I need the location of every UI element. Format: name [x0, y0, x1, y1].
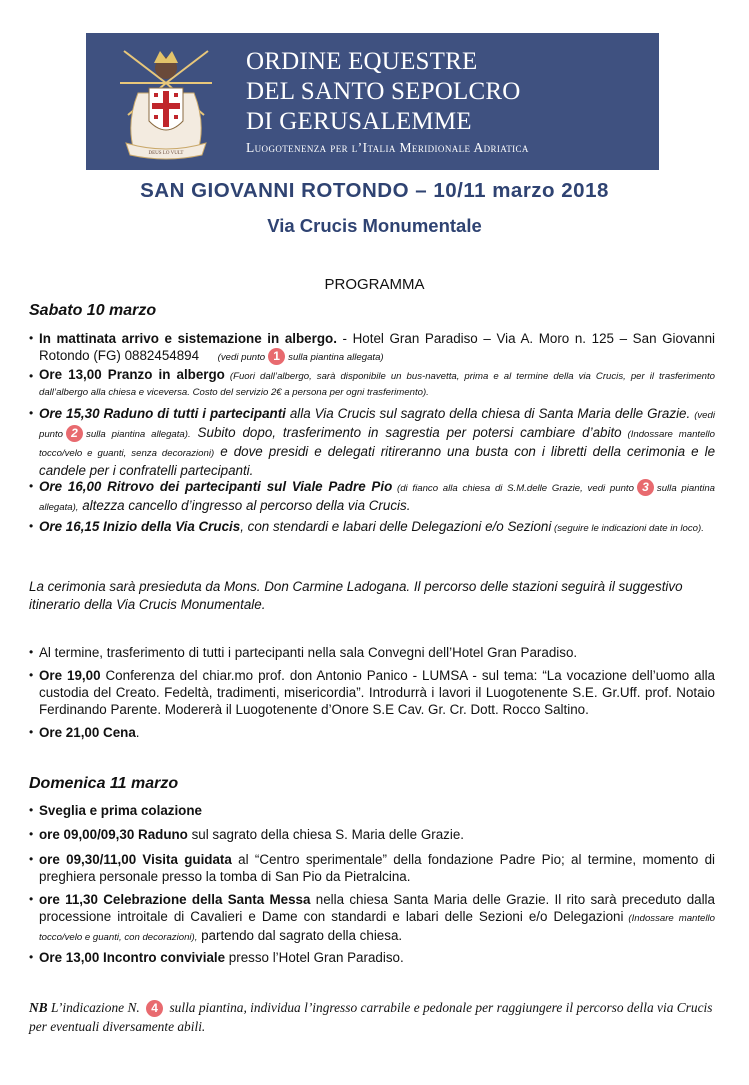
sunday-item-4: • ore 11,30 Celebrazione della Santa Messa nella chiesa Santa Maria delle Grazie. Il rito sarà preceduto dalla processione introitale di Cavalieri e Dame con standardi e labari delle Sezioni e/o Delegazioni (Indossare mantello tocco/velo e guanti, con decorazioni), partendo dal sagrato della chiesa. — [29, 892, 715, 943]
saturday-item-5: • Ore 16,15 Inizio della Via Crucis, con stendardi e labari delle Delegazioni e/o Sezioni (seguire le indicazioni date in loco). — [29, 519, 704, 534]
map-point-badge: 3 — [637, 479, 654, 496]
saturday-item-3: • Ore 15,30 Raduno di tutti i partecipanti alla Via Crucis sul sagrato della chiesa di Santa Maria delle Grazie. (vedi punto 2 sulla piantina allegata). Subito dopo, trasferimento in sagrestia per potersi cambiare d’abito (Indossare mantello tocco/velo e guanti, senza decorazioni) e dove presidi e delegati ritireranno una busta con i libretti della cerimonia e le candele per i confratelli partecipanti. — [29, 406, 716, 478]
saturday-item-4: • Ore 16,00 Ritrovo dei partecipanti sul Viale Padre Pio (di fianco alla chiesa di S.M.delle Grazie, vedi punto 3 sulla piantina allegata), altezza cancello d’ingresso al percorso della via Crucis. — [29, 479, 716, 513]
sunday-item-1: • Sveglia e prima colazione — [29, 803, 202, 818]
sunday-item-2: • ore 09,00/09,30 Raduno sul sagrato della chiesa S. Maria delle Grazie. — [29, 827, 464, 842]
crest-motto: DEUS LO VULT — [148, 151, 184, 156]
nb-note: NB L’indicazione N. 4 sulla piantina, individua l’ingresso carrabile e pedonale per raggiungere il percorso della via Crucis per eventuali diversamente abili. — [29, 1000, 713, 1035]
map-point-badge: 1 — [268, 348, 285, 365]
saturday-item-2: • Ore 13,00 Pranzo in albergo (Fuori dall’albergo, sarà disponibile un bus-navetta, prima e al termine della via Crucis, per il trasferimento dall’albergo alla chiesa e viceversa. Costo del servizio 2€ a persona per ogni trasferimento). — [29, 367, 716, 398]
saturday-item-1: • In mattinata arrivo e sistemazione in albergo. - Hotel Gran Paradiso – Via A. Moro n. 125 – San Giovanni Rotondo (FG) 0882454894 (vedi punto 1 sulla piantina allegata) — [29, 331, 715, 363]
order-name-line2: DEL SANTO SEPOLCRO — [246, 78, 521, 105]
map-point-badge: 2 — [66, 425, 83, 442]
lieutenancy-subtitle: Luogotenenza per l’Italia Meridionale Adriatica — [246, 140, 529, 155]
sunday-item-5: • Ore 13,00 Incontro conviviale presso l’Hotel Gran Paradiso. — [29, 950, 404, 965]
order-name-line3: DI GERUSALEMME — [246, 108, 472, 135]
event-subtitle: Via Crucis Monumentale — [267, 215, 482, 236]
sunday-heading: Domenica 11 marzo — [29, 775, 179, 792]
order-crest-icon — [116, 43, 216, 161]
event-title: SAN GIOVANNI ROTONDO – 10/11 marzo 2018 — [140, 179, 609, 202]
ceremony-note: La cerimonia sarà presieduta da Mons. Don Carmine Ladogana. Il percorso delle stazioni seguirà il suggestivo itinerario della Via Crucis Monumentale. — [29, 579, 683, 612]
programma-heading: PROGRAMMA — [324, 276, 425, 293]
saturday-heading: Sabato 10 marzo — [29, 302, 157, 319]
saturday-item-7: • Ore 19,00 Conferenza del chiar.mo prof. don Antonio Panico - LUMSA - sul tema: “La vocazione dell’uomo alla custodia del Creato. Fedeltà, tradimenti, misericordia”. Introdurrà i lavori il Luogotenente S.E. Gr.Uff. prof. Notaio Ferdinando Parente. Modererà il Luogotenente d’Onore S.E Cav. Gr. Cr. Dott. Rocco Saltino. — [29, 668, 716, 717]
saturday-item-6: • Al termine, trasferimento di tutti i partecipanti nella sala Convegni dell’Hotel Gran Paradiso. — [29, 645, 578, 660]
order-name — [246, 47, 529, 157]
saturday-item-8: • Ore 21,00 Cena. — [29, 725, 140, 740]
sunday-item-3: • ore 09,30/11,00 Visita guidata al “Centro sperimentale” della fondazione Padre Pio; al termine, momento di preghiera personale presso la tomba di San Pio da Pietralcina. — [29, 852, 715, 884]
order-name-line1: ORDINE EQUESTRE — [246, 48, 478, 75]
map-point-badge: 4 — [146, 1000, 163, 1017]
header-banner — [86, 33, 659, 170]
